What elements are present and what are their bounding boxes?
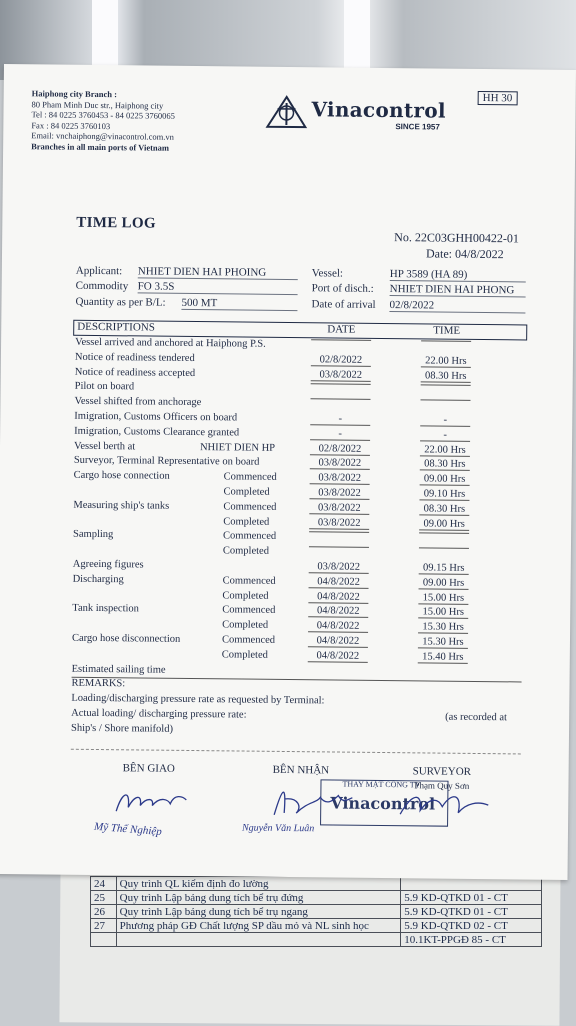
row-date: 04/8/2022 — [308, 591, 368, 604]
procedure-code: 5.9 KD-QTKD 01 - CT — [401, 905, 542, 919]
document-number: No. 22C03GHH00422-01 — [394, 230, 519, 246]
row-time: 09.15 Hrs — [419, 562, 469, 575]
row-time: 15.00 Hrs — [418, 606, 468, 619]
pressure-requested: Loading/discharging pressure rate as requested by Terminal: — [71, 693, 324, 707]
table-row — [91, 919, 542, 933]
ben-giao-signature — [112, 781, 192, 822]
row-description: Notice of readiness accepted — [75, 367, 196, 379]
row-description: Pilot on board — [75, 381, 135, 393]
row-time: 08.30 Hrs — [421, 370, 471, 383]
applicant-value: NHIET DIEN HAI PHOING — [138, 265, 298, 280]
row-description: Cargo hose disconnection — [72, 633, 180, 645]
sailing-time-label: Estimated sailing time — [72, 664, 166, 676]
row-subdescription: Completed — [222, 590, 268, 601]
arrival-label: Date of arrival — [311, 298, 375, 311]
row-time: 15.40 Hrs — [418, 651, 468, 664]
row-date — [309, 546, 369, 548]
table-row — [91, 891, 542, 905]
procedure-name: Quy trình Lập bảng dung tích bể trụ đứng — [116, 891, 401, 905]
row-time — [419, 532, 469, 534]
surveyor-signature — [396, 786, 492, 827]
row-time: 09.00 Hrs — [419, 518, 469, 531]
row-subdescription: Commenced — [223, 530, 276, 542]
branch-tel: Tel : 84 0225 3760453 - 84 0225 3760065 — [31, 109, 175, 121]
ben-nhan-name: Nguyễn Văn Luân — [242, 823, 314, 835]
row-description: Imigration, Customs Clearance granted — [74, 426, 239, 439]
row-description: Discharging — [73, 574, 124, 586]
arrival-value: 02/8/2022 — [389, 299, 525, 313]
row-time: 22.00 Hrs — [420, 444, 470, 457]
procedure-code: 5.9 KD-QTKD 01 - CT — [401, 891, 542, 905]
row-description: Vessel arrived and anchored at Haiphong P.S. — [75, 337, 266, 350]
branch-note: Branches in all main ports of Vietnam — [31, 141, 169, 152]
row-date: 04/8/2022 — [308, 620, 368, 633]
procedure-name: Quy trình QL kiểm định đo lường — [116, 877, 401, 891]
descriptions-header: DESCRIPTIONS — [77, 321, 155, 334]
stamp-wordmark: Vinacontrol — [330, 793, 435, 813]
row-date: 02/8/2022 — [310, 443, 370, 456]
ben-giao-label: BÊN GIAO — [123, 762, 175, 775]
form-code: HH 30 — [478, 91, 518, 105]
procedure-code: 5.9 KD-QTKD 02 - CT — [401, 919, 542, 933]
row-time: 15.00 Hrs — [418, 592, 468, 605]
row-description: Vessel berth at — [74, 441, 135, 453]
row-subdescription: Commenced — [223, 575, 276, 587]
ben-nhan-label: BÊN NHẬN — [273, 764, 330, 777]
row-time: 09.00 Hrs — [420, 473, 470, 486]
row-date: 03/8/2022 — [309, 517, 369, 530]
row-time: 22.00 Hrs — [421, 355, 471, 368]
surveyor-label: SURVEYOR — [413, 765, 472, 778]
row-date: 04/8/2022 — [308, 635, 368, 648]
row-time: - — [420, 429, 470, 442]
port-value: NHIET DIEN HAI PHONG — [390, 283, 526, 297]
vessel-value: HP 3589 (HA 89) — [390, 268, 526, 282]
underlying-procedure-table — [90, 876, 542, 947]
row-subdescription: Commenced — [222, 604, 275, 616]
row-date: 03/8/2022 — [310, 457, 370, 470]
row-number: 24 — [91, 877, 117, 891]
row-description: Notice of readiness tendered — [75, 352, 195, 364]
row-date: 03/8/2022 — [310, 472, 370, 485]
row-number — [91, 933, 117, 947]
document-date: Date: 04/8/2022 — [426, 246, 504, 262]
row-date: 03/8/2022 — [309, 487, 369, 500]
row-date: 04/8/2022 — [308, 650, 368, 663]
row-number: 26 — [91, 905, 117, 919]
row-time: 09.00 Hrs — [419, 577, 469, 590]
row-subdescription: Completed — [223, 486, 269, 497]
logo-since: SINCE 1957 — [395, 122, 440, 131]
row-number: 25 — [91, 891, 117, 905]
time-log-document — [0, 64, 576, 880]
row-subdescription: Commenced — [224, 471, 277, 483]
time-header: TIME — [433, 325, 460, 337]
row-date — [311, 398, 371, 400]
row-description: Agreeing figures — [73, 559, 144, 571]
vessel-label: Vessel: — [312, 267, 343, 279]
row-date: 02/8/2022 — [311, 354, 371, 367]
row-time — [421, 384, 471, 386]
row-time: 08.30 Hrs — [419, 503, 469, 516]
remarks-label: REMARKS: — [71, 678, 125, 690]
ceiling-light — [344, 0, 370, 70]
row-subdescription: Completed — [222, 649, 268, 660]
vinacontrol-logo-icon — [265, 95, 307, 129]
row-subdescription: Commenced — [223, 501, 276, 513]
row-time — [419, 547, 469, 549]
row-date — [311, 339, 371, 341]
branch-fax: Fax : 84 0225 3760103 — [31, 120, 175, 132]
row-description: Vessel shifted from anchorage — [74, 396, 201, 408]
procedure-name: Quy trình Lập bảng dung tích bể trụ ngang — [116, 905, 401, 919]
ben-giao-name: Mỹ Thế Nghiệp — [94, 821, 163, 838]
row-description: Cargo hose connection — [74, 470, 170, 482]
applicant-label: Applicant: — [76, 265, 123, 277]
row-subdescription: Completed — [223, 516, 269, 527]
procedure-name: Phương pháp GĐ Chất lượng SP dầu mỏ và NL sinh học — [116, 919, 401, 933]
table-row — [91, 933, 542, 947]
date-header: DATE — [327, 323, 355, 335]
row-subdescription: Completed — [223, 545, 269, 556]
recorded-note: (as recorded at — [445, 712, 507, 724]
procedure-code: 10.1KT-PPGĐ 85 - CT — [401, 933, 542, 947]
row-description: Sampling — [73, 529, 113, 540]
row-date: 03/8/2022 — [309, 561, 369, 574]
row-subdescription: Completed — [222, 619, 268, 630]
row-time — [421, 399, 471, 401]
row-description: Measuring ship's tanks — [73, 500, 169, 512]
row-time: 15.30 Hrs — [418, 621, 468, 634]
divider — [71, 749, 521, 755]
row-date: 04/8/2022 — [309, 576, 369, 589]
divider — [72, 677, 522, 683]
row-time: 15.30 Hrs — [418, 636, 468, 649]
ceiling-light — [92, 0, 118, 70]
pressure-actual: Actual loading/ discharging pressure rate: — [71, 708, 246, 721]
quantity-value: 500 MT — [181, 297, 297, 311]
row-date: 03/8/2022 — [311, 369, 371, 382]
row-date — [311, 383, 371, 385]
surveyor-name: Phạm Quy Sơn — [414, 780, 469, 791]
manifold-note: Ship's / Shore manifold) — [71, 723, 173, 735]
row-description: Tank inspection — [72, 603, 139, 615]
ben-nhan-signature — [268, 779, 354, 824]
port-label: Port of disch.: — [312, 282, 374, 295]
stamp-caption: THAY MẶT CÔNG TY — [342, 780, 420, 790]
procedure-name — [116, 933, 401, 947]
row-date: - — [310, 413, 370, 426]
row-time: 09.10 Hrs — [419, 488, 469, 501]
row-description: Imigration, Customs Officers on board — [74, 411, 237, 424]
branch-address: 80 Pham Minh Duc str., Haiphong city — [32, 99, 176, 111]
row-date: 04/8/2022 — [308, 605, 368, 618]
logo-wordmark: Vinacontrol — [311, 97, 446, 122]
row-time: - — [420, 414, 470, 427]
commodity-label: Commodity — [76, 280, 129, 293]
row-number: 27 — [91, 919, 117, 933]
row-subdescription: Commenced — [222, 634, 275, 646]
table-row — [91, 905, 542, 919]
row-description: Surveyor, Terminal Representative on board — [74, 455, 260, 468]
branch-header — [31, 88, 175, 152]
branch-name: Haiphong city Branch : — [32, 88, 117, 99]
quantity-label: Quantity as per B/L: — [75, 296, 165, 309]
row-time — [421, 340, 471, 342]
row-date: 03/8/2022 — [309, 502, 369, 515]
row-date: - — [310, 428, 370, 441]
row-time: 08.30 Hrs — [420, 458, 470, 471]
commodity-value: FO 3.5S — [138, 280, 298, 295]
row-date — [309, 531, 369, 533]
branch-email: Email: vnchaiphong@vinacontrol.com.vn — [31, 130, 175, 142]
page-title: TIME LOG — [76, 215, 156, 233]
row-subdescription: NHIET DIEN HP — [200, 442, 275, 454]
